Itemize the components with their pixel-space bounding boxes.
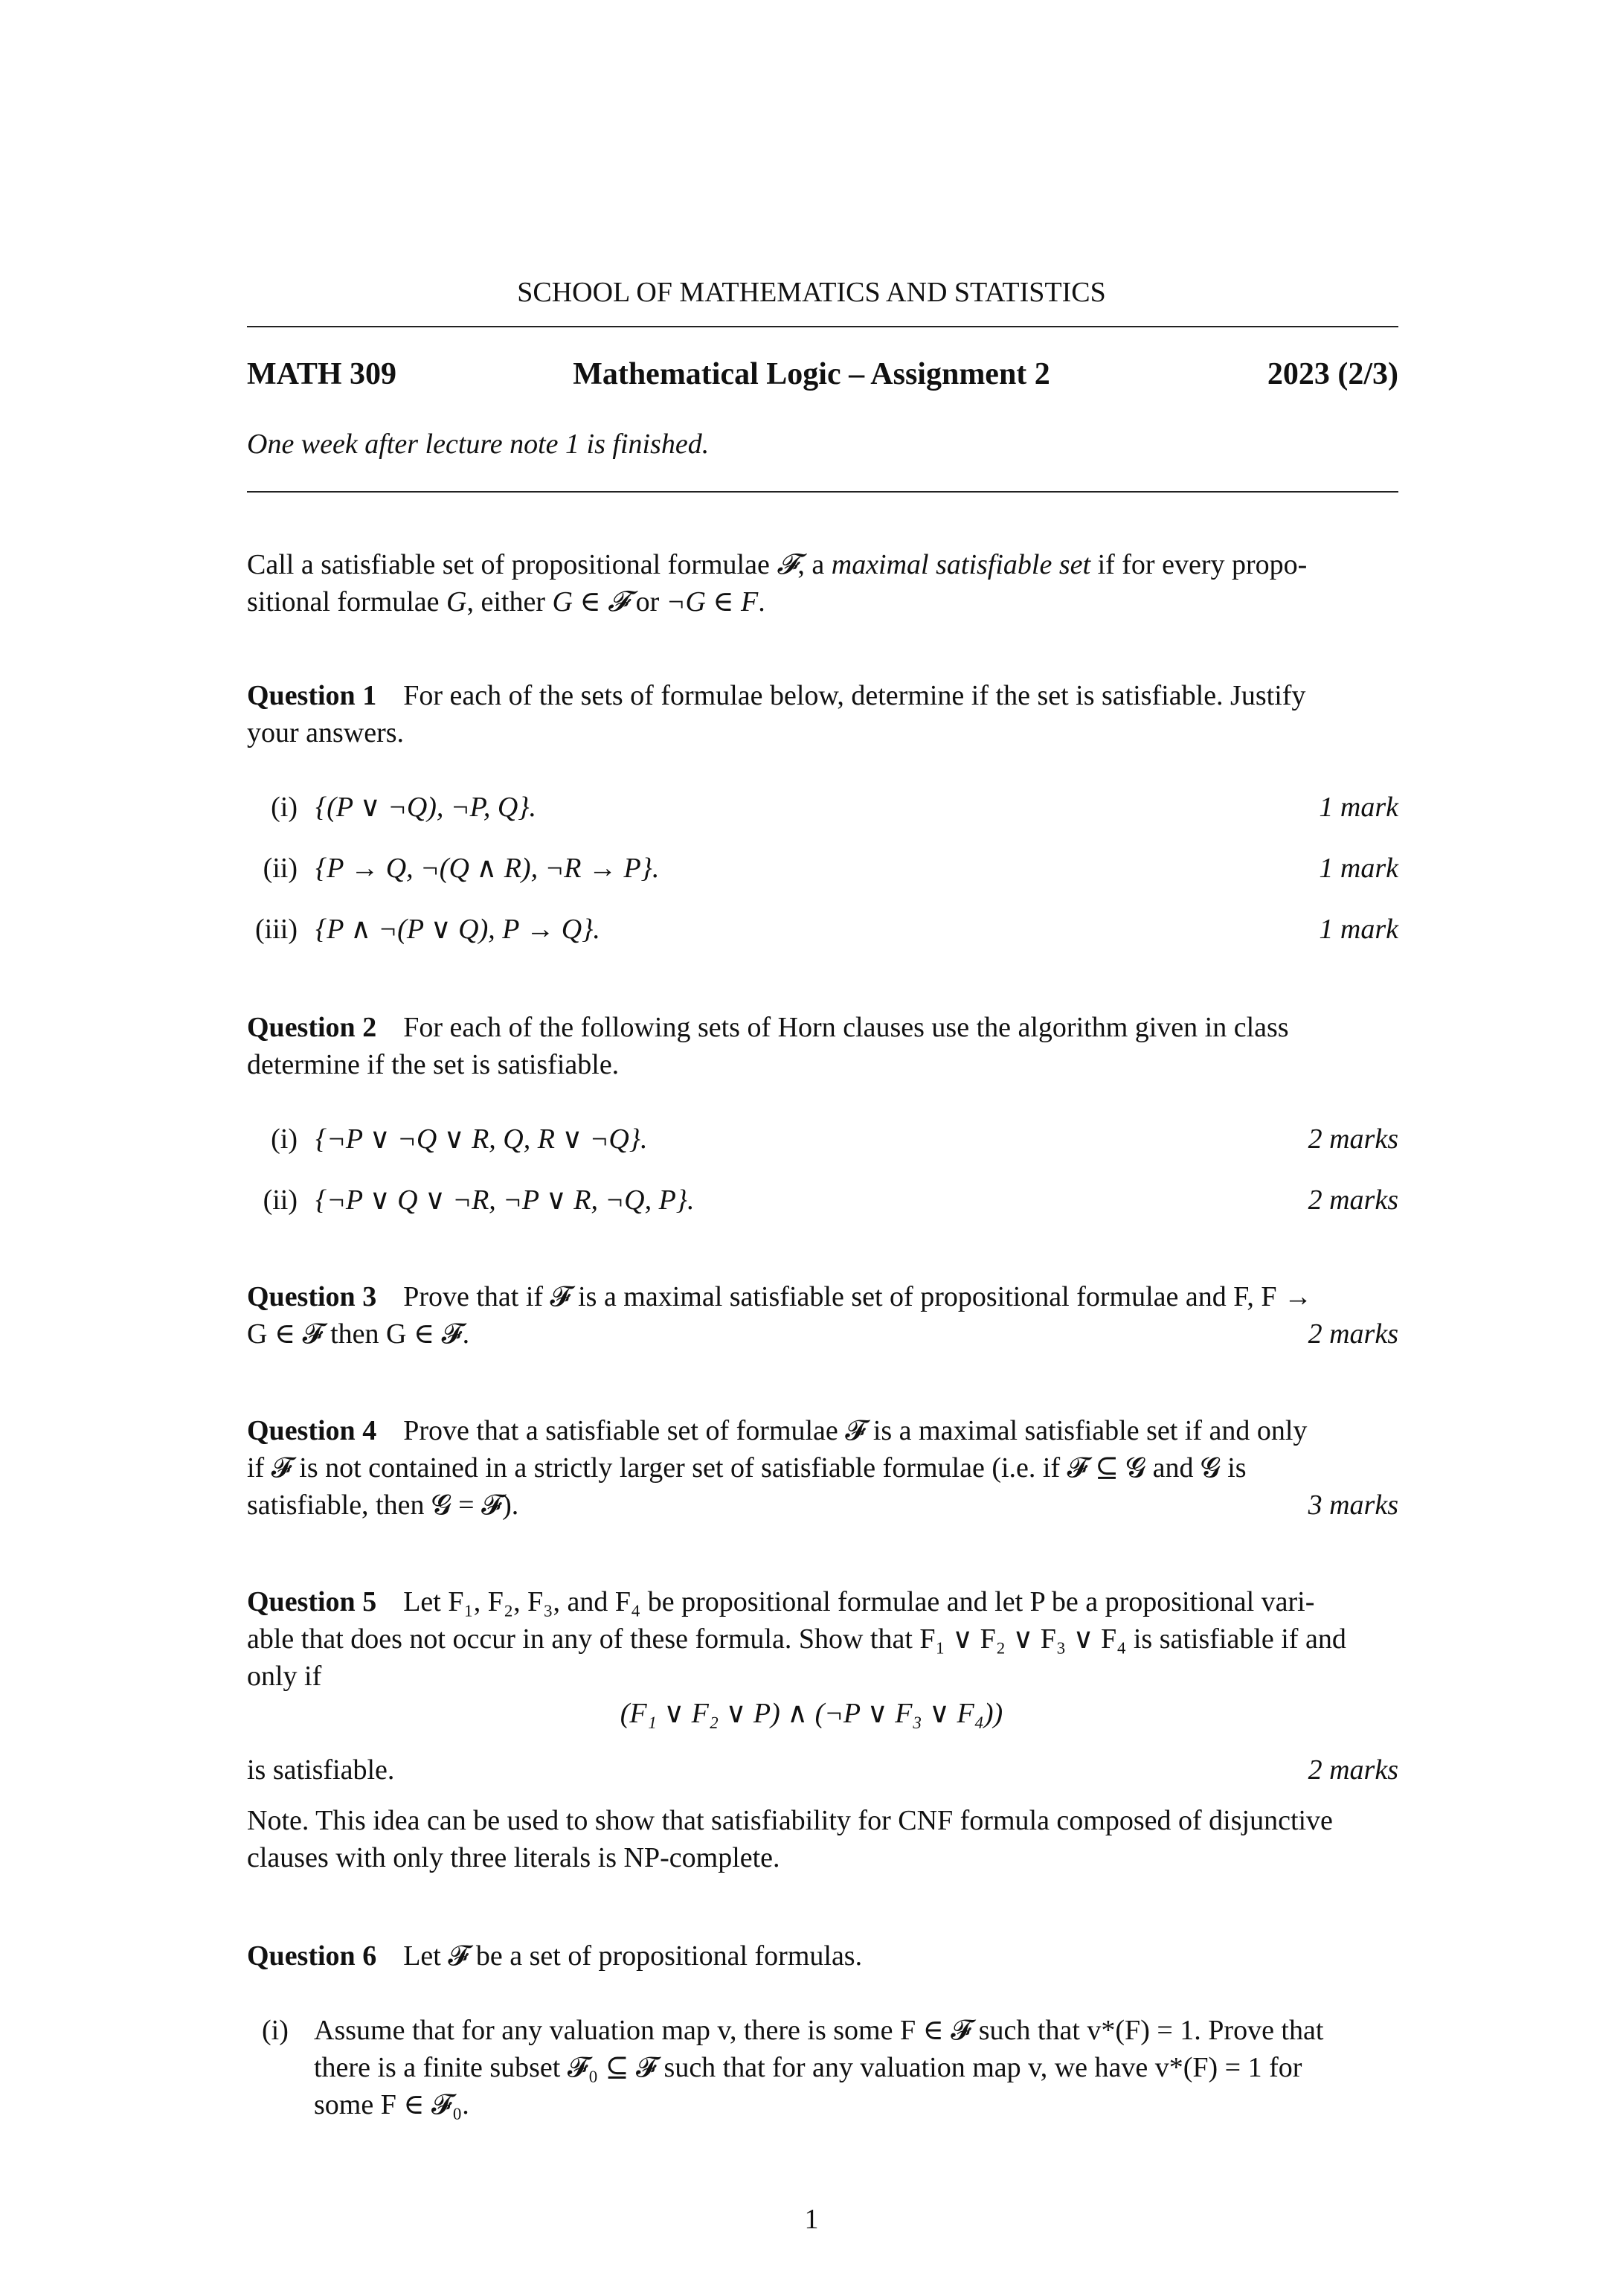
- question-5: [247, 1583, 1398, 1695]
- question-6-item-line-1: Assume that for any valuation map v, there is some F ∈ 𝓕 such that v*(F) = 1. Prove that: [314, 2015, 1324, 2046]
- question-6-item: [314, 2012, 1398, 2123]
- question-5-text-2: able that does not occur in any of these formula. Show that F₁ ∨ F₂ ∨ F₃ ∨ F₄ is satisfiable if and: [247, 1623, 1346, 1655]
- question-4-text-2: if 𝓕 is not contained in a strictly larger set of satisfiable formulae (i.e. if 𝓕 ⊆ 𝓖 and 𝓖 is: [247, 1452, 1247, 1484]
- q1-item-mark: 1 mark: [1319, 792, 1398, 823]
- question-3-label: Question 3: [247, 1281, 377, 1312]
- question-4: [247, 1412, 1398, 1524]
- q1-item-mark: 1 mark: [1319, 853, 1398, 884]
- question-5-mark: 2 marks: [1308, 1754, 1398, 1786]
- question-6-label: Question 6: [247, 1940, 377, 1972]
- question-1-label: Question 1: [247, 680, 377, 711]
- q2-item-formula: {¬P ∨ Q ∨ ¬R, ¬P ∨ R, ¬Q, P}.: [315, 1184, 695, 1216]
- intro-text-2: , a: [797, 549, 832, 580]
- question-5-label: Question 5: [247, 1586, 377, 1617]
- question-4-text-3: satisfiable, then 𝓖 = 𝓕).: [247, 1489, 519, 1521]
- q1-item-iii: [247, 911, 1398, 948]
- q1-item-num: (iii): [255, 914, 298, 945]
- q2-item-ii: [247, 1181, 1398, 1219]
- q2-item-num: (i): [271, 1123, 298, 1155]
- question-3-text-2: G ∈ 𝓕 then G ∈ 𝓕.: [247, 1318, 470, 1350]
- q1-item-num: (i): [271, 792, 298, 823]
- question-6: [247, 1937, 1398, 1975]
- question-5-note: [247, 1802, 1398, 1876]
- question-5-note-2: clauses with only three literals is NP-complete.: [247, 1842, 780, 1873]
- question-1-text-1: For each of the sets of formulae below, determine if the set is satisfiable. Justify: [403, 680, 1306, 711]
- intro-text-3: if for every propo-: [1090, 549, 1308, 580]
- question-1-text-2: your answers.: [247, 717, 405, 748]
- header-rule-bottom: [247, 491, 1398, 493]
- intro-term: maximal satisfiable set: [831, 549, 1091, 580]
- intro-G: G: [446, 586, 467, 618]
- school-name: SCHOOL OF MATHEMATICS AND STATISTICS: [517, 277, 1106, 308]
- intro-text-4: sitional formulae: [247, 586, 447, 618]
- question-5-display-formula: (F₁ ∨ F₂ ∨ P) ∧ (¬P ∨ F₃ ∨ F₄)): [620, 1698, 1003, 1729]
- question-6-item-line-2: there is a finite subset 𝓕₀ ⊆ 𝓕 such that for any valuation map v, we have v*(F) = 1 for: [314, 2052, 1302, 2083]
- q1-item-formula: {P → Q, ¬(Q ∧ R), ¬R → P}.: [315, 853, 660, 884]
- question-2-text-1: For each of the following sets of Horn clauses use the algorithm given in class: [403, 1012, 1289, 1043]
- question-6-item-num: (i): [262, 2015, 289, 2046]
- q1-item-mark: 1 mark: [1319, 914, 1398, 945]
- question-5-conclusion: [247, 1751, 1398, 1789]
- question-4-text-1: Prove that a satisfiable set of formulae 𝓕 is a maximal satisfiable set if and only: [403, 1415, 1308, 1446]
- assignment-year: 2023 (2/3): [1267, 357, 1398, 391]
- question-5-note-1: Note. This idea can be used to show that satisfiability for CNF formula composed of disjunctive: [247, 1805, 1333, 1836]
- q2-item-formula: {¬P ∨ ¬Q ∨ R, Q, R ∨ ¬Q}.: [315, 1123, 648, 1155]
- q1-item-formula: {P ∧ ¬(P ∨ Q), P → Q}.: [315, 914, 600, 945]
- question-6-intro: Let 𝓕 be a set of propositional formulas.: [403, 1940, 863, 1972]
- question-5-text-3: only if: [247, 1661, 322, 1692]
- intro-expr-2: ¬G ∈ F: [666, 586, 759, 618]
- question-3-text-1: Prove that if 𝓕 is a maximal satisfiable set of propositional formulae and F, F →: [403, 1281, 1312, 1312]
- q1-item-formula: {(P ∨ ¬Q), ¬P, Q}.: [315, 792, 537, 823]
- question-2-text-2: determine if the set is satisfiable.: [247, 1049, 620, 1080]
- q1-item-ii: [247, 850, 1398, 887]
- intro-or: or: [629, 586, 666, 618]
- q2-item-mark: 2 marks: [1308, 1184, 1398, 1216]
- course-code: MATH 309: [247, 357, 397, 391]
- question-5-text-1: Let F₁, F₂, F₃, and F₄ be propositional formulae and let P be a propositional vari-: [403, 1586, 1315, 1617]
- question-4-mark: 3 marks: [1308, 1489, 1398, 1521]
- q2-item-num: (ii): [263, 1184, 298, 1216]
- question-3-mark: 2 marks: [1308, 1318, 1398, 1350]
- question-5-text-4: is satisfiable.: [247, 1754, 395, 1786]
- question-3: [247, 1278, 1398, 1353]
- intro-calF: 𝓕: [777, 549, 798, 580]
- question-4-label: Question 4: [247, 1415, 377, 1446]
- question-2: [247, 1009, 1398, 1083]
- q2-item-mark: 2 marks: [1308, 1123, 1398, 1155]
- intro-definition: [247, 546, 1398, 621]
- intro-text-1: Call a satisfiable set of propositional formulae: [247, 549, 777, 580]
- question-2-label: Question 2: [247, 1012, 377, 1043]
- q1-item-num: (ii): [263, 853, 298, 884]
- question-1: [247, 677, 1398, 751]
- intro-end: .: [758, 586, 765, 618]
- due-note: One week after lecture note 1 is finished.: [247, 429, 710, 460]
- question-6-item-line-3: some F ∈ 𝓕₀.: [314, 2089, 469, 2120]
- intro-text-5: , either: [466, 586, 553, 618]
- assignment-title: Mathematical Logic – Assignment 2: [573, 357, 1050, 391]
- page-number: 1: [804, 2204, 819, 2235]
- intro-expr-1: G ∈ 𝓕: [552, 586, 629, 618]
- header-rule-top: [247, 326, 1398, 327]
- q1-item-i: [247, 789, 1398, 826]
- q2-item-i: [247, 1120, 1398, 1158]
